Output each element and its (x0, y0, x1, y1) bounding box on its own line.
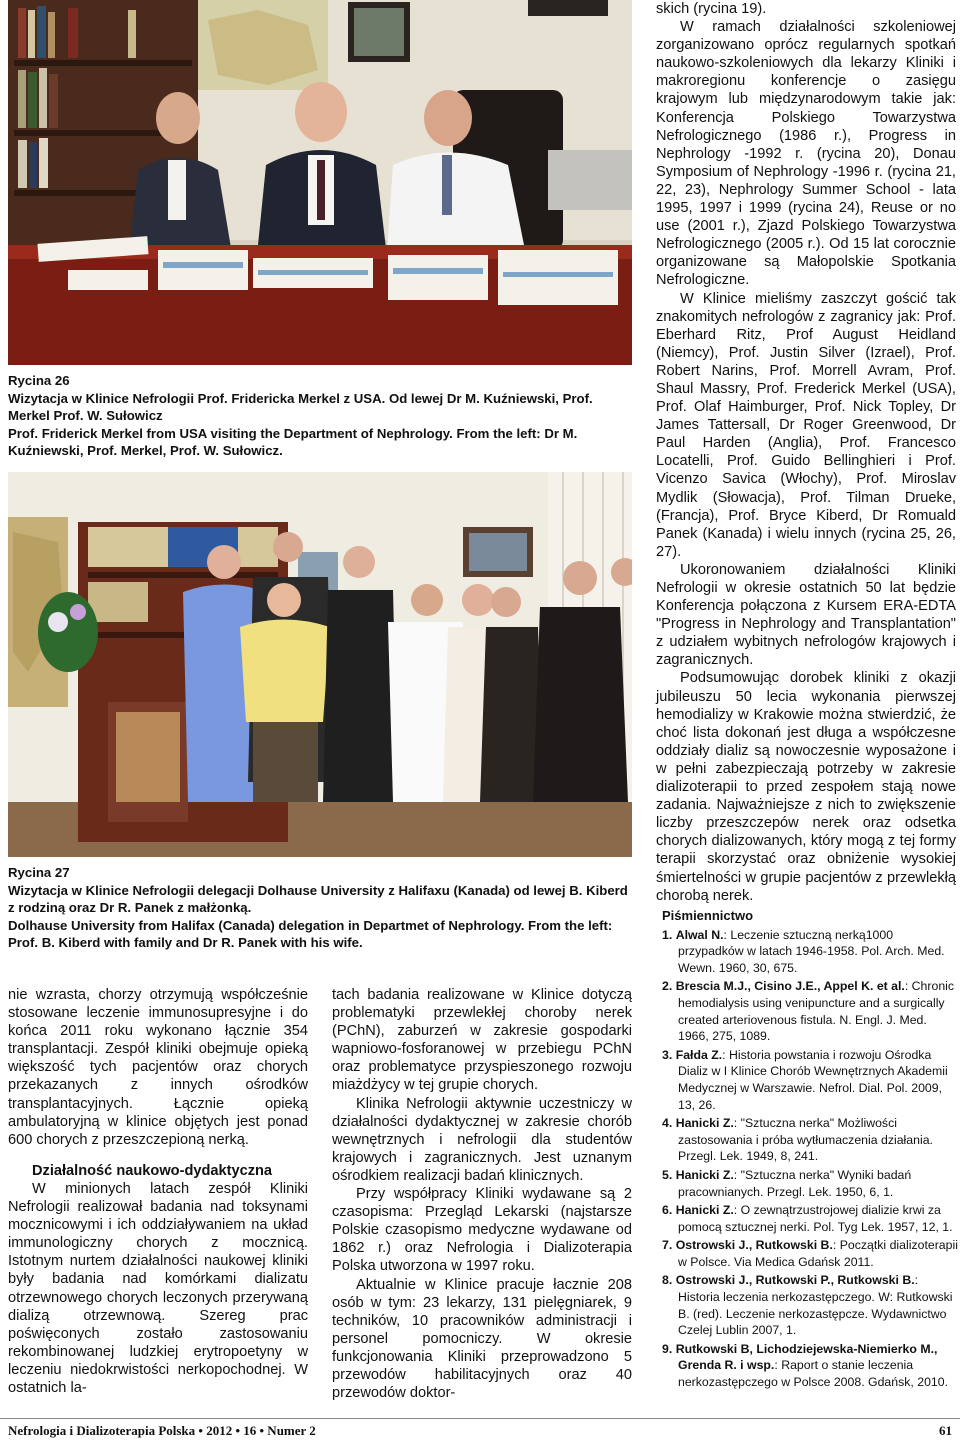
body-column-1 (8, 986, 308, 1397)
reference-text: : Leczenie sztuczną nerką1000 przypadków w latach 1946-1958. Pol. Arch. Med. Wewn. 1960, 30, 675. (678, 927, 945, 975)
col3-paragraph-5: Podsumowując dorobek kliniki z okazji jubileuszu 50 lecia wykonania pierwszej hemodializy w Krakowie można stwierdzić, że choć lista dokonań jest długa a współczesne oddziały dializ są nowoczesnie wyposażone i w pełni zabezpieczają potrzeby w zakresie dializoterapii to przed zespołem stają nowe zadania. Najważniejsze z nich to zwiększenie liczby przeszczepów nerek oraz odsetka chorych dializowanych, który mogą z tej formy terapii skorzystać oraz obniżenie wysokiej śmiertelności w grupie pacjentów z przewlekłą chorobą nerek. (656, 670, 956, 904)
reference-item (662, 1167, 958, 1200)
col2-paragraph-4: Aktualnie w Klinice pracuje łacznie 208 osób w tym: 23 lekarzy, 131 pielęgniarek, 9 techników, 10 pracowników administracji i personel pomocniczy. W okresie funkcjonowania Kliniki przeprowadzono 5 przewodów habilitacyjnych oraz 40 przewodów doktor- (332, 1276, 632, 1402)
references-list (662, 927, 958, 1391)
reference-text: : Historia powstania i rozwoju Ośrodka Dializ w I Klinice Chorób Wewnętrznych Akademii Medycznej w Warszawie. Nefrol. Dial. Pol. 2009, 13, 26. (678, 1047, 948, 1112)
reference-text: : "Sztuczna nerka" Możliwości zastosowania i próba wytłumaczenia działania. Przegl. Lek. 1949, 8, 241. (678, 1116, 933, 1164)
reference-number: 2. (662, 979, 673, 994)
body-column-3 (656, 0, 956, 905)
figure-26-photo (8, 0, 632, 365)
reference-authors: Hanicki Z. (675, 1167, 734, 1182)
reference-authors: Alwal N. (675, 927, 724, 942)
reference-authors: Hanicki Z. (675, 1203, 734, 1218)
col3-paragraph-1: skich (rycina 19). (656, 1, 767, 17)
reference-authors: Brescia M.J., Cisino J.E., Appel K. et al. (675, 979, 905, 994)
reference-text: : Raport o stanie leczenia nerkozastępczego w Polsce 2008. Gdańsk, 2010. (678, 1358, 949, 1390)
reference-text: : Chronic hemodialysis using venipuncture and a surgically created arteriovenous fistula. N. Engl. J. Med. 1966, 275, 1089. (678, 979, 955, 1044)
reference-item (662, 1202, 958, 1235)
reference-item (662, 1272, 958, 1338)
reference-number: 9. (662, 1341, 673, 1356)
figure-27-caption-pl: Rycina 27 Wizytacja w Klinice Nefrologii delegacji Dolhause University z Halifaxu (Kanada) od lewej B. Kiberd z rodziną oraz Dr R. Panek z małżonką. (8, 865, 628, 915)
figure-27-caption (8, 864, 633, 952)
reference-authors: Ostrowski J., Rutkowski B. (675, 1238, 833, 1253)
reference-authors: Fałda Z. (675, 1047, 723, 1062)
references-heading: Piśmiennictwo (662, 908, 754, 923)
col3-paragraph-4: Ukoronowaniem działalności Kliniki Nefrologii w okresie ostatnich 50 lat będzie Konferencja połączona z Kursem ERA-EDTA "Progress in Nephrology and Transplantation" z udziałem wybitnych nefrologów krajowych i zagranicznych. (656, 561, 956, 669)
reference-item (662, 1341, 958, 1391)
body-column-2 (332, 986, 632, 1402)
reference-number: 5. (662, 1167, 673, 1182)
references (662, 908, 958, 1393)
figure-26-caption-pl: Rycina 26 Wizytacja w Klinice Nefrologii Prof. Fridericka Merkel z USA. Od lewej Dr M. Kuźniewski, Prof. Merkel Prof. W. Sułowicz (8, 373, 593, 423)
col3-paragraph-2: W ramach działalności szkoleniowej zorganizowano oprócz regularnych spotkań naukowo-szkoleniowych dla lekarzy Kliniki i makroregionu konferencje o zasięgu krajowym lub międzynarodowym takie jak: Konferencja Polskiego Towarzystwa Nefrologicznego (1986 r.), Progress in Nephrology -1992 r. (rycina 20), Donau Symposium of Nephrology -1996 r. (rycina 21, 22, 23), Nephrology Summer School - lata 1995, 1997 i 1999 (rycina 24), Reuse or no use (2001 r.), Zjazd Polskiego Towarzystwa Nefrologicznego (2005 r.). Od 15 lat corocznie organizowane są Małopolskie Spotkania Nefrologiczne. (656, 19, 956, 289)
reference-text: : Historia leczenia nerkozastępczego. W: Rutkowski B. (red). Leczenie nerkozastępcze. Wydawnictwo Czelej Lublin 2007, 1. (678, 1273, 953, 1338)
page-footer (8, 1423, 952, 1439)
reference-item (662, 927, 958, 977)
reference-text: : "Sztuczna nerka" Wyniki badań pracownianych. Przegl. Lek. 1950, 6, 1. (678, 1167, 912, 1199)
figure-26-caption (8, 372, 633, 460)
page-number: 61 (939, 1423, 952, 1438)
reference-number: 1. (662, 927, 673, 942)
reference-authors: Ostrowski J., Rutkowski P., Rutkowski B. (675, 1273, 915, 1288)
reference-number: 6. (662, 1203, 673, 1218)
reference-number: 8. (662, 1273, 673, 1288)
col3-paragraph-3: W Klinice mieliśmy zaszczyt gościć tak znakomitych nefrologów z zagranicy jak: Prof. Eberhard Ritz, Prof August Heidland (Niemcy), Prof. Justin Silver (Izrael), Prof. Robert Narins, Prof. Morrell Avram, Prof. Shaul Massry, Prof. Frederick Merkel (USA), Prof. Olaf Haimburger, Prof. Nick Topley, Dr James Tattersall, Dr Roger Greenwood, Dr Paul Harden (Anglia), Prof. Francesco Locatelli, Prof. Guido Bellinghieri i Prof. Vicenzo Savica (Włochy), Prof. Miroslav Mydlik (Słowacja), Prof. Tilman Drueke, (Francja), Prof. Bryce Kiberd, Dr Romuald Panek (Kanada) i wielu innych (rycina 25, 26, 27). (656, 290, 956, 560)
reference-item (662, 1047, 958, 1113)
figure-27-caption-en: Dolhause University from Halifax (Canada) delegation in Departmet of Nephrology. From the left: Prof. B. Kiberd with family and Dr R. Panek with his wife. (8, 917, 613, 950)
col2-paragraph-2: Klinika Nefrologii aktywnie uczestniczy w działalności dydaktycznej w zakresie chorób wewnętrznych i nefrologii dla studentów krajowych i zagranicznych. Jest uznanym ośrodkiem realizacji badań klinicznych. (332, 1095, 632, 1184)
col1-paragraph-1: nie wzrasta, chorzy otrzymują współcześnie stosowane leczenie immunosupresyjne i do końca 2011 roku wykonano łącznie 354 transplantacji. Zespół kliniki obejmuje opieką większość tych pacjentów oraz chorych przekazanych z innych ośrodków transplantacyjnych. Łącznie opieką ambulatoryjną w klinice objętych jest ponad 600 chorych z przeszczepioną nerką. (8, 987, 308, 1148)
col2-paragraph-3: Przy współpracy Kliniki wydawane są 2 czasopisma: Przegląd Lekarski (najstarsze Polskie czasopismo medyczne wydawane od 1862 r.) oraz Nefrologia i Dializoterapia Polska utworzona w 1997 roku. (332, 1186, 632, 1275)
footer-rule (0, 1418, 960, 1419)
reference-item (662, 1237, 958, 1270)
figure-26-caption-en: Prof. Friderick Merkel from USA visiting the Department of Nephrology. From the left: Dr M. Kuźniewski, Prof. Merkel, Prof. W. Sułowicz. (8, 425, 578, 458)
figure-27-photo (8, 472, 632, 857)
reference-authors: Hanicki Z. (675, 1116, 734, 1131)
journal-name: Nefrologia i Dializoterapia Polska • 2012 • 16 • Numer 2 (8, 1423, 316, 1438)
reference-item (662, 978, 958, 1044)
reference-text: : Początki dializoterapii w Polsce. Via Medica Gdańsk 2011. (678, 1238, 958, 1269)
reference-number: 3. (662, 1047, 673, 1062)
col2-paragraph-1: tach badania realizowane w Klinice dotyczą problematyki przewlekłej choroby nerek (PChN), zaburzeń w zakresie gospodarki wapniowo-fosforanowej w przebiegu PChN oraz problematyce przyspieszonego rozwoju miażdżycy w tej grupie chorych. (332, 987, 632, 1094)
reference-number: 7. (662, 1238, 673, 1253)
reference-item (662, 1115, 958, 1165)
col1-paragraph-2: W minionych latach zespół Kliniki Nefrologii realizował badania nad toksynami mocznicowymi i ich oddziaływaniem na układ immunologiczny chorych z mocznicą. Istotnym nurtem działalności naukowej kliniki były badania nad komórkami dializatu otrzewnowego chorych leczonych przerywaną dializą otrzewnową. Szereg prac poświęconych zostało zastosowaniu rekombinowanej ludzkiej erytropoetyny w leczeniu niedokrwistości nerkopochodnej. W ostatnich la- (8, 1180, 308, 1396)
reference-text: : O zewnątrzustrojowej dializie krwi za pomocą sztucznej nerki. Pol. Tyg Lek. 1957, 12, 1. (678, 1203, 953, 1234)
reference-authors: Rutkowski B, Lichodziejewska-Niemierko M., Grenda R. i wsp. (675, 1341, 938, 1373)
section-heading: Działalność naukowo-dydaktyczna (32, 1162, 273, 1179)
reference-number: 4. (662, 1116, 673, 1131)
